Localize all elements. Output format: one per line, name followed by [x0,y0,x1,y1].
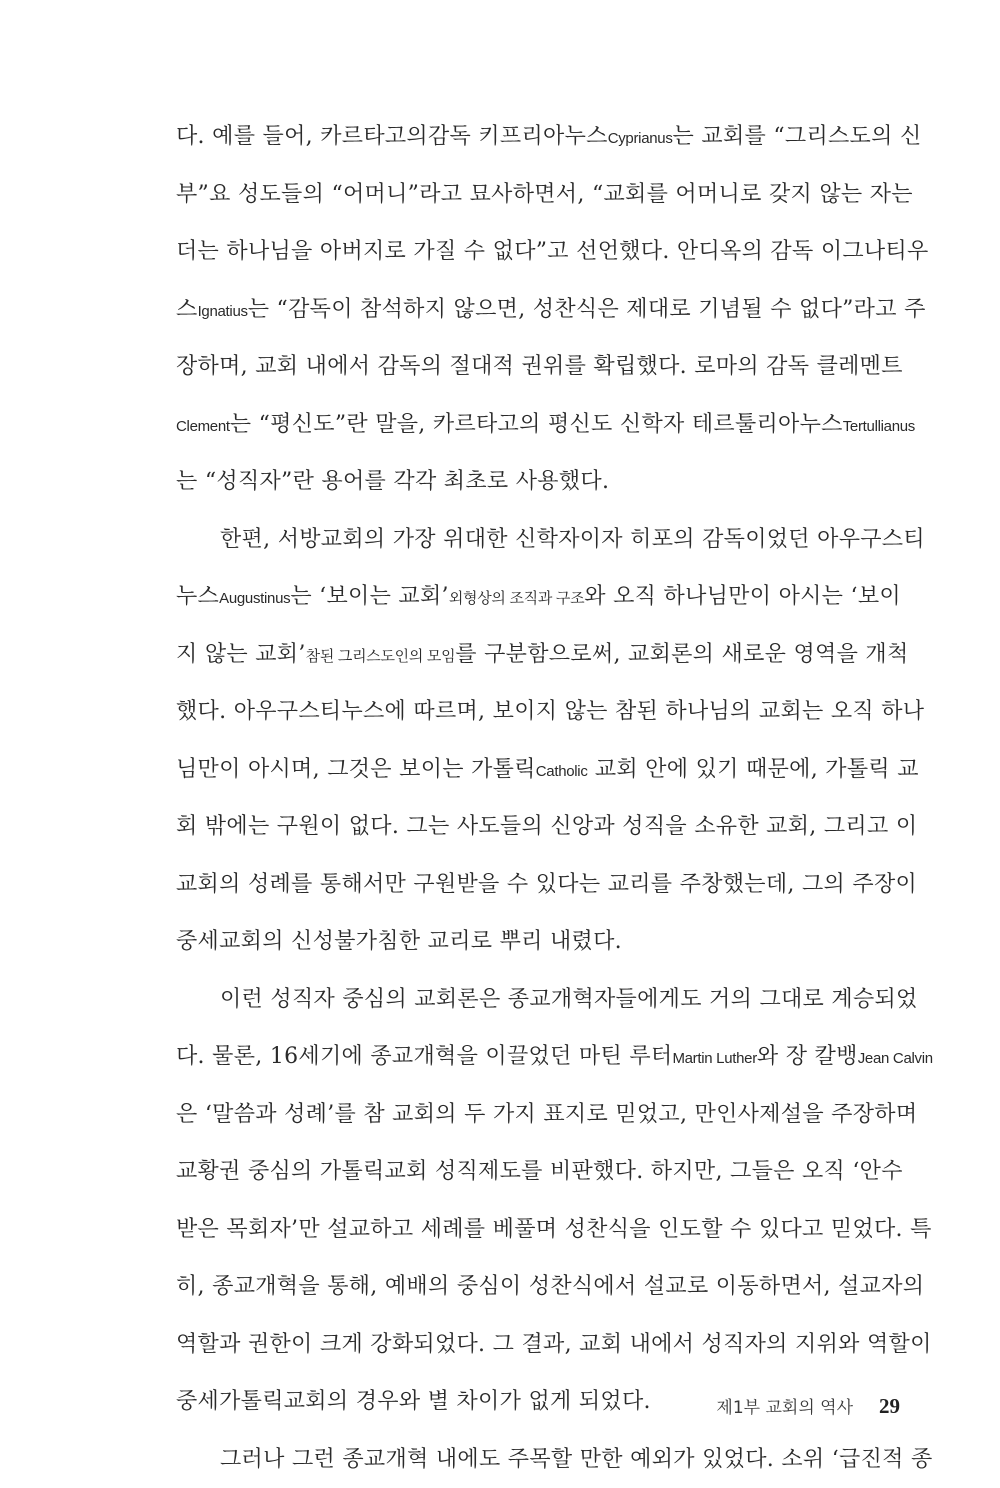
inline-gloss: Jean Calvin [858,1050,933,1067]
inline-gloss: 외형상의 조직과 구조 [449,590,584,607]
text-line-19: 교황권 중심의 가톨릭교회 성직제도를 비판했다. 하지만, 그들은 오직 ‘안수 [176,1143,900,1201]
inline-gloss: Cyprianus [608,130,673,147]
text-line-23: 중세가톨릭교회의 경우와 별 차이가 없게 되었다. [176,1373,900,1431]
page-body [176,108,900,1488]
text-line-16: 이런 성직자 중심의 교회론은 종교개혁자들에게도 거의 그대로 계승되었 [176,971,900,1029]
running-footer-title: 제1부 교회의 역사 [716,1392,853,1424]
text-line-2: 부”요 성도들의 “어머니”라고 묘사하면서, “교회를 어머니로 갖지 않는 자는 [176,166,900,224]
text-line-11: 했다. 아우구스티누스에 따르며, 보이지 않는 참된 하나님의 교회는 오직 하나 [176,683,900,741]
inline-gloss: Ignatius [198,303,248,320]
inline-gloss: Clement [176,418,230,435]
inline-gloss: Tertullianus [843,418,915,435]
text-line-13: 회 밖에는 구원이 없다. 그는 사도들의 신앙과 성직을 소유한 교회, 그리고 이 [176,798,900,856]
inline-gloss: Martin Luther [672,1050,756,1067]
page-footer [716,1390,900,1422]
text-line-24: 그러나 그런 종교개혁 내에도 주목할 만한 예외가 있었다. 소위 ‘급진적 종 [176,1431,900,1488]
inline-gloss: Augustinus [219,590,290,607]
text-line-4: 스Ignatius는 “감독이 참석하지 않으면, 성찬식은 제대로 기념될 수 없다”라고 주 [176,281,900,339]
page-number: 29 [879,1390,900,1422]
text-line-9: 누스Augustinus는 ‘보이는 교회’외형상의 조직과 구조와 오직 하나님만이 아시는 ‘보이 [176,568,900,626]
text-line-21: 히, 종교개혁을 통해, 예배의 중심이 성찬식에서 설교로 이동하면서, 설교자의 [176,1258,900,1316]
text-line-20: 받은 목회자’만 설교하고 세례를 베풀며 성찬식을 인도할 수 있다고 믿었다. 특 [176,1201,900,1259]
text-line-12: 님만이 아시며, 그것은 보이는 가톨릭Catholic 교회 안에 있기 때문에, 가톨릭 교 [176,741,900,799]
text-line-3: 더는 하나님을 아버지로 가질 수 없다”고 선언했다. 안디옥의 감독 이그나티우 [176,223,900,281]
text-line-10: 지 않는 교회’참된 그리스도인의 모임를 구분함으로써, 교회론의 새로운 영역을 개척 [176,626,900,684]
inline-gloss: 참된 그리스도인의 모임 [306,648,456,665]
text-line-8: 한편, 서방교회의 가장 위대한 신학자이자 히포의 감독이었던 아우구스티 [176,511,900,569]
text-line-17: 다. 물론, 16세기에 종교개혁을 이끌었던 마틴 루터Martin Luther와 장 칼뱅Jean Calvin [176,1028,900,1086]
text-line-18: 은 ‘말씀과 성례’를 참 교회의 두 가지 표지로 믿었고, 만인사제설을 주장하며 [176,1086,900,1144]
inline-gloss: Catholic [536,763,588,780]
text-line-15: 중세교회의 신성불가침한 교리로 뿌리 내렸다. [176,913,900,971]
text-line-22: 역할과 권한이 크게 강화되었다. 그 결과, 교회 내에서 성직자의 지위와 역할이 [176,1316,900,1374]
text-line-7: 는 “성직자”란 용어를 각각 최초로 사용했다. [176,453,900,511]
text-line-1: 다. 예를 들어, 카르타고의감독 키프리아누스Cyprianus는 교회를 “그리스도의 신 [176,108,900,166]
text-line-6: Clement는 “평신도”란 말을, 카르타고의 평신도 신학자 테르툴리아누스Tertullianus [176,396,900,454]
text-line-14: 교회의 성례를 통해서만 구원받을 수 있다는 교리를 주창했는데, 그의 주장이 [176,856,900,914]
text-line-5: 장하며, 교회 내에서 감독의 절대적 권위를 확립했다. 로마의 감독 클레멘트 [176,338,900,396]
